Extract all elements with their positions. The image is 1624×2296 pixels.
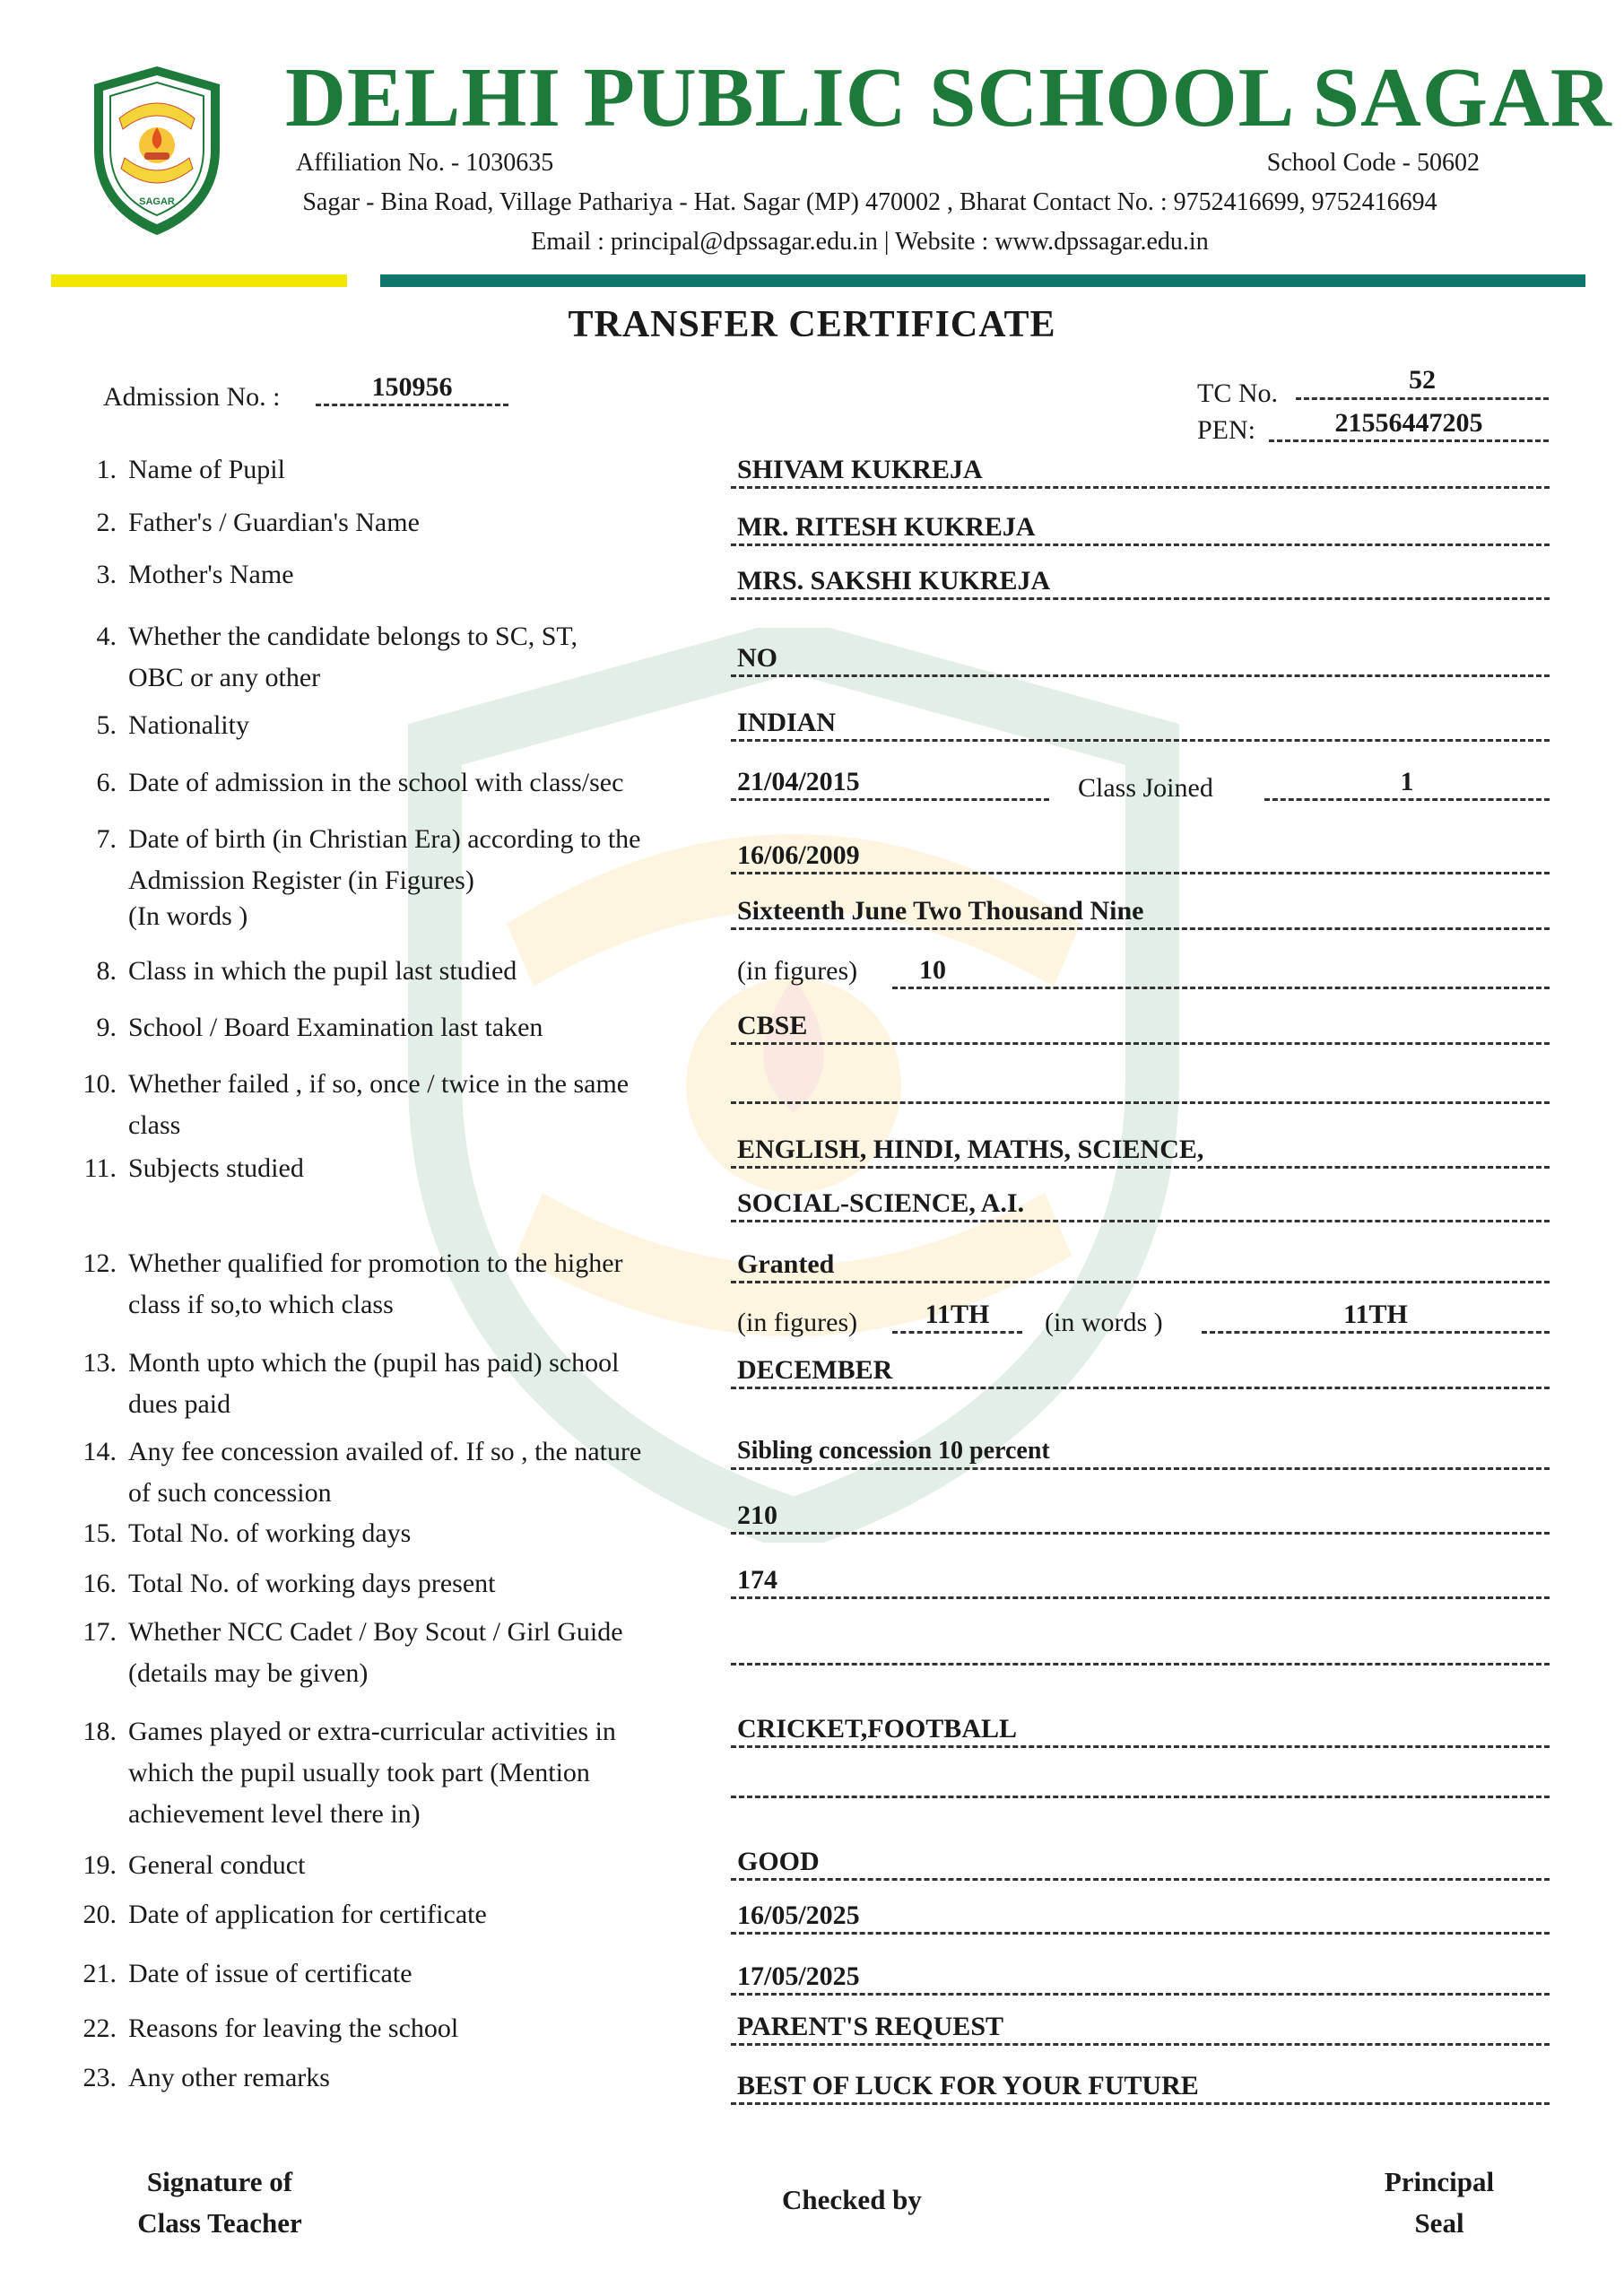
row-number: 16. — [83, 1569, 117, 1598]
field-label: Date of application for certificate — [128, 1900, 487, 1929]
value-line — [731, 872, 1550, 874]
field-label: Any other remarks — [128, 2063, 330, 2092]
class-teacher-signature: Signature of Class Teacher — [137, 2166, 302, 2239]
row-number: 15. — [83, 1518, 117, 1548]
value-line — [731, 798, 1049, 801]
field-label: Date of issue of certificate — [128, 1959, 413, 1988]
dob-figures-value: 16/06/2009 — [737, 840, 860, 870]
field-label: Father's / Guardian's Name — [128, 508, 420, 537]
value-line — [731, 1878, 1550, 1881]
in-figures-label: (in figures) — [737, 956, 858, 986]
field-label: School / Board Examination last taken — [128, 1013, 543, 1042]
father-name: MR. RITESH KUKREJA — [737, 512, 1036, 542]
school-code: School Code - 50602 — [1266, 149, 1480, 177]
value-line — [731, 1596, 1550, 1599]
field-label: Total No. of working days present — [128, 1569, 496, 1598]
remarks-value: BEST OF LUCK FOR YOUR FUTURE — [737, 2071, 1199, 2100]
row-number: 11. — [83, 1153, 117, 1183]
field-label: achievement level there in) — [128, 1799, 421, 1829]
affiliation-number: Affiliation No. - 1030635 — [296, 149, 554, 177]
subjects-value: ENGLISH, HINDI, MATHS, SCIENCE, — [737, 1135, 1204, 1164]
issue-date-value: 17/05/2025 — [737, 1961, 860, 1991]
mother-name: MRS. SAKSHI KUKREJA — [737, 566, 1051, 596]
value-line — [731, 1166, 1550, 1169]
in-words-label: (in words ) — [1045, 1308, 1163, 1337]
row-number: 22. — [83, 2013, 117, 2043]
value-line — [731, 2102, 1550, 2105]
last-class-value: 10 — [919, 955, 946, 985]
row-number: 14. — [83, 1437, 117, 1466]
pen-line — [1269, 439, 1549, 442]
fee-concession-value: Sibling concession 10 percent — [737, 1437, 1050, 1465]
row-number: 3. — [96, 560, 117, 589]
field-label: Total No. of working days — [128, 1518, 412, 1548]
value-line — [731, 1220, 1550, 1222]
value-line — [892, 1331, 1022, 1334]
value-line — [1264, 798, 1550, 801]
value-line — [731, 1042, 1550, 1045]
field-label: (In words ) — [128, 901, 248, 931]
row-number: 18. — [83, 1717, 117, 1746]
row-number: 5. — [96, 710, 117, 740]
value-line — [731, 674, 1550, 677]
row-number: 4. — [96, 622, 117, 651]
value-line — [731, 1467, 1550, 1470]
row-number: 10. — [83, 1069, 117, 1099]
value-line — [731, 927, 1550, 930]
value-line — [731, 1796, 1550, 1798]
header-teal-bar — [380, 274, 1585, 287]
row-number: 13. — [83, 1348, 117, 1378]
field-label: which the pupil usually took part (Mention — [128, 1758, 590, 1787]
games-value: CRICKET,FOOTBALL — [737, 1714, 1017, 1744]
field-label: Month upto which the (pupil has paid) school — [128, 1348, 620, 1378]
field-label: Admission Register (in Figures) — [128, 865, 474, 895]
field-label: Nationality — [128, 710, 249, 740]
value-line — [731, 544, 1550, 546]
row-number: 12. — [83, 1248, 117, 1278]
field-label: Date of birth (in Christian Era) according to the — [128, 824, 641, 854]
value-line — [731, 739, 1550, 742]
row-number: 21. — [83, 1959, 117, 1988]
value-line — [1202, 1331, 1550, 1334]
board-value: CBSE — [737, 1011, 808, 1040]
promotion-class-figures: 11TH — [925, 1300, 990, 1329]
value-line — [731, 1663, 1550, 1665]
field-label: OBC or any other — [128, 663, 321, 692]
value-line — [731, 2043, 1550, 2046]
pen-label: PEN: — [1197, 415, 1256, 445]
field-label: dues paid — [128, 1389, 231, 1419]
value-line — [731, 1101, 1550, 1104]
school-address: Sagar - Bina Road, Village Pathariya - Hat. Sagar (MP) 470002 , Bharat Contact No. : 9752416699, 9752416694 — [302, 188, 1437, 216]
promotion-value: Granted — [737, 1249, 835, 1279]
admission-number: 150956 — [371, 372, 453, 402]
school-email-website: Email : principal@dpssagar.edu.in | Website : www.dpssagar.edu.in — [531, 228, 1209, 256]
field-label: Subjects studied — [128, 1153, 304, 1183]
tc-label: TC No. — [1197, 378, 1278, 408]
field-label: Whether NCC Cadet / Boy Scout / Girl Guide — [128, 1617, 623, 1647]
row-number: 7. — [96, 824, 117, 854]
promotion-class-words: 11TH — [1343, 1300, 1408, 1329]
row-number: 23. — [83, 2063, 117, 2092]
tc-line — [1296, 397, 1549, 400]
leaving-reason-value: PARENT'S REQUEST — [737, 2012, 1004, 2041]
field-label: class — [128, 1110, 181, 1140]
pupil-name: SHIVAM KUKREJA — [737, 455, 983, 484]
subjects-value-2: SOCIAL-SCIENCE, A.I. — [737, 1188, 1025, 1218]
principal-seal: Principal Seal — [1384, 2166, 1495, 2239]
field-label: General conduct — [128, 1850, 306, 1880]
value-line — [731, 1281, 1550, 1283]
field-label: Reasons for leaving the school — [128, 2013, 459, 2043]
value-line — [731, 486, 1550, 489]
class-joined-label: Class Joined — [1078, 773, 1213, 803]
row-number: 17. — [83, 1617, 117, 1647]
field-label: Name of Pupil — [128, 455, 285, 484]
row-number: 8. — [96, 956, 117, 986]
field-label: Whether the candidate belongs to SC, ST, — [128, 622, 578, 651]
logo-text: SAGAR — [139, 196, 175, 207]
value-line — [731, 597, 1550, 600]
row-number: 20. — [83, 1900, 117, 1929]
field-label: Any fee concession availed of. If so , the nature — [128, 1437, 642, 1466]
admission-label: Admission No. : — [103, 382, 281, 412]
row-number: 1. — [96, 455, 117, 484]
value-line — [731, 1532, 1550, 1535]
row-number: 19. — [83, 1850, 117, 1880]
conduct-value: GOOD — [737, 1847, 820, 1876]
working-days-value: 210 — [737, 1500, 777, 1530]
nationality-value: INDIAN — [737, 708, 837, 737]
field-label: (details may be given) — [128, 1658, 369, 1688]
field-label: Class in which the pupil last studied — [128, 956, 517, 986]
school-logo — [85, 63, 229, 238]
row-number: 6. — [96, 768, 117, 797]
value-line — [731, 1745, 1550, 1748]
application-date-value: 16/05/2025 — [737, 1900, 860, 1930]
value-line — [892, 987, 1550, 989]
pen-number: 21556447205 — [1334, 408, 1483, 438]
field-label: Whether failed , if so, once / twice in the same — [128, 1069, 630, 1099]
field-label: Date of admission in the school with class/sec — [128, 768, 624, 797]
school-name: DELHI PUBLIC SCHOOL SAGAR — [285, 51, 1612, 144]
certificate-title: TRANSFER CERTIFICATE — [568, 304, 1056, 345]
checked-by-label: Checked by — [782, 2184, 922, 2215]
field-label: of such concession — [128, 1478, 332, 1508]
value-line — [731, 1387, 1550, 1389]
value-line — [731, 1993, 1550, 1996]
value-line — [731, 1932, 1550, 1935]
field-label: Games played or extra-curricular activities in — [128, 1717, 616, 1746]
field-label: Mother's Name — [128, 560, 294, 589]
row-number: 9. — [96, 1013, 117, 1042]
header-yellow-bar — [51, 274, 347, 287]
in-figures-label: (in figures) — [737, 1308, 858, 1337]
field-label: class if so,to which class — [128, 1290, 394, 1319]
class-joined-value: 1 — [1400, 767, 1414, 796]
days-present-value: 174 — [737, 1565, 777, 1595]
admission-date-value: 21/04/2015 — [737, 767, 860, 796]
admission-line — [316, 404, 508, 406]
dues-paid-value: DECEMBER — [737, 1355, 893, 1385]
field-label: Whether qualified for promotion to the higher — [128, 1248, 623, 1278]
category-value: NO — [737, 643, 777, 673]
dob-words-value: Sixteenth June Two Thousand Nine — [737, 896, 1144, 926]
tc-number: 52 — [1409, 365, 1436, 395]
row-number: 2. — [96, 508, 117, 537]
